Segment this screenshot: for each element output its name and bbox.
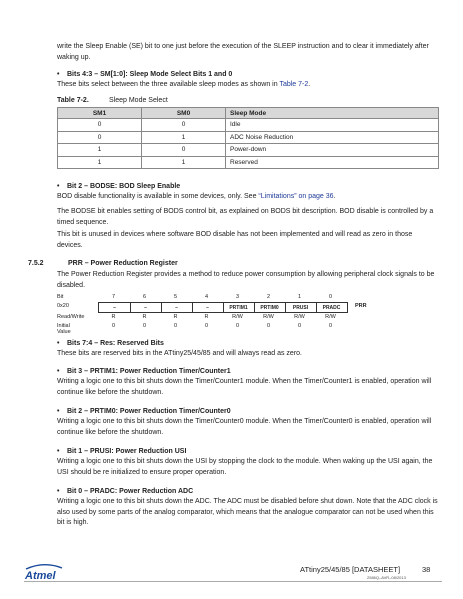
init-value: 0 bbox=[328, 323, 333, 329]
table-cell: 0 bbox=[58, 119, 142, 132]
rw-value: R/W bbox=[294, 314, 305, 320]
intro-paragraph: write the Sleep Enable (SE) bit to one just before the execution of the SLEEP instruction and to clear it immediately after waking up. bbox=[57, 43, 429, 61]
bits43-heading-text: Bits 4:3 – SM[1:0]: Sleep Mode Select Bits 1 and 0 bbox=[67, 71, 233, 78]
table-cell: Power-down bbox=[226, 144, 439, 157]
table-cell: Reserved bbox=[226, 156, 439, 169]
bit-label: Bit bbox=[57, 294, 64, 300]
init-value: 0 bbox=[297, 323, 302, 329]
bits43-heading bbox=[57, 70, 232, 80]
limitations-link[interactable]: “Limitations” on page 36 bbox=[258, 193, 334, 200]
rw-label: Read/Write bbox=[57, 314, 85, 320]
bit-number: 7 bbox=[111, 294, 116, 300]
prr-bit-heading: • Bits 7:4 – Res: Reserved Bits bbox=[57, 340, 164, 347]
prr-bit-heading: • Bit 3 – PRTIM1: Power Reduction Timer/Counter1 bbox=[57, 368, 231, 375]
table-7-2-link[interactable]: Table 7-2 bbox=[279, 81, 309, 88]
bullet-icon: • bbox=[57, 448, 60, 455]
prr-bit-heading: • Bit 1 – PRUSI: Power Reduction USI bbox=[57, 448, 187, 455]
prr-bit-paragraph: These bits are reserved bits in the ATtiny25/45/85 and will always read as zero. bbox=[57, 350, 302, 357]
footer-doc-title: ATtiny25/45/85 [DATASHEET] bbox=[300, 565, 401, 574]
sleep-mode-table bbox=[57, 107, 439, 169]
rw-value: R bbox=[111, 314, 116, 320]
prr-bit-paragraph: Writing a logic one to this bit shuts down the Timer/Counter1 module. When the Timer/Counter1 is enabled, operation will continue like before the shutdown. bbox=[57, 378, 432, 396]
bit-name: PRTIM0 bbox=[260, 304, 279, 311]
table-caption bbox=[57, 97, 168, 104]
table-cell: 0 bbox=[142, 119, 226, 132]
table-cell: 0 bbox=[58, 131, 142, 144]
bits43-paragraph: These bits select between the three available sleep modes as shown in Table 7-2. bbox=[57, 81, 311, 88]
table-row bbox=[58, 144, 439, 157]
table-header-row bbox=[58, 108, 439, 119]
register-name: PRR bbox=[355, 303, 367, 309]
bit-number: 4 bbox=[204, 294, 209, 300]
rw-value: R/W bbox=[232, 314, 243, 320]
register-box bbox=[98, 302, 348, 313]
bit-number: 1 bbox=[297, 294, 302, 300]
atmel-logo bbox=[24, 563, 64, 581]
bit-name: PRUSI bbox=[292, 304, 309, 311]
bit-name: – bbox=[175, 304, 178, 311]
bit2-heading-text: Bit 2 – BODSE: BOD Sleep Enable bbox=[67, 183, 181, 190]
table-cell: Idle bbox=[226, 119, 439, 132]
table-cell: 1 bbox=[58, 144, 142, 157]
table-row bbox=[58, 119, 439, 132]
header-sleep-mode: Sleep Mode bbox=[226, 108, 439, 119]
footer-page-number: 38 bbox=[422, 565, 431, 574]
svg-text:Atmel: Atmel bbox=[25, 570, 56, 581]
table-cell: 1 bbox=[142, 156, 226, 169]
header-sm0: SM0 bbox=[142, 108, 226, 119]
table-cell: 1 bbox=[142, 131, 226, 144]
table-cell: ADC Noise Reduction bbox=[226, 131, 439, 144]
init-value: 0 bbox=[235, 323, 240, 329]
address-label: 0x20 bbox=[57, 303, 69, 309]
bit-name: – bbox=[144, 304, 147, 311]
section-number: 7.5.2 bbox=[28, 260, 44, 267]
bit-number: 3 bbox=[235, 294, 240, 300]
bit2-paragraph: BOD disable functionality is available in some devices, only. See “Limitations” on page 36. bbox=[57, 193, 336, 200]
bit-number: 5 bbox=[173, 294, 178, 300]
table-caption-number: Table 7-2. bbox=[57, 97, 89, 104]
table-row bbox=[58, 156, 439, 169]
section-title: PRR – Power Reduction Register bbox=[68, 260, 178, 267]
bit2-paragraph-2: The BODSE bit enables setting of BODS control bit, as explained on BODS bit description. BOD disable is controlled by a timed sequence. bbox=[57, 208, 434, 226]
rw-value: R bbox=[142, 314, 147, 320]
footer-divider bbox=[24, 581, 442, 582]
prr-bit-heading: • Bit 2 – PRTIM0: Power Reduction Timer/Counter0 bbox=[57, 408, 231, 415]
footer-doc-ref: 2586Q–AVR–08/2013 bbox=[367, 575, 406, 580]
prr-bit-paragraph: Writing a logic one to this bit shuts down the ADC. The ADC must be disabled before shut down. Note that the ADC clock is also used by some parts of the analog comparator, which means that the analogue comparator can not be used when this bit is high. bbox=[57, 498, 438, 526]
rw-value: R/W bbox=[325, 314, 336, 320]
bit-name: – bbox=[113, 304, 116, 311]
init-value: 0 bbox=[266, 323, 271, 329]
bit-number: 0 bbox=[328, 294, 333, 300]
init-label: Initial Value bbox=[57, 323, 71, 335]
table-caption-title: Sleep Mode Select bbox=[109, 97, 168, 104]
init-value: 0 bbox=[142, 323, 147, 329]
prr-bit-heading: • Bit 0 – PRADC: Power Reduction ADC bbox=[57, 488, 194, 495]
init-value: 0 bbox=[204, 323, 209, 329]
bullet-icon: • bbox=[57, 488, 60, 495]
bit-name: PRADC bbox=[322, 304, 341, 311]
table-cell: 0 bbox=[142, 144, 226, 157]
bit2-heading bbox=[57, 182, 180, 192]
section-paragraph: The Power Reduction Register provides a method to reduce power consumption by allowing peripheral clock signals to be disabled. bbox=[57, 271, 435, 289]
header-sm1: SM1 bbox=[58, 108, 142, 119]
init-value: 0 bbox=[111, 323, 116, 329]
table-cell: 1 bbox=[58, 156, 142, 169]
rw-value: R bbox=[173, 314, 178, 320]
rw-value: R bbox=[204, 314, 209, 320]
bit-name: PRTIM1 bbox=[229, 304, 248, 311]
prr-bit-paragraph: Writing a logic one to this bit shuts down the Timer/Counter0 module. When the Timer/Counter0 is enabled, operation will continue like before the shutdown. bbox=[57, 418, 432, 436]
table-row bbox=[58, 131, 439, 144]
bullet-icon: • bbox=[57, 368, 60, 375]
bullet-icon: • bbox=[57, 71, 60, 78]
bit-number: 2 bbox=[266, 294, 271, 300]
rw-value: R/W bbox=[263, 314, 274, 320]
bit-name: – bbox=[206, 304, 209, 311]
bit-number: 6 bbox=[142, 294, 147, 300]
bullet-icon: • bbox=[57, 340, 60, 347]
prr-bit-paragraph: Writing a logic one to this bit shuts down the USI by stopping the clock to the module. When waking up the USI again, the USI should be re initialized to ensure proper operation. bbox=[57, 458, 433, 476]
init-value: 0 bbox=[173, 323, 178, 329]
bullet-icon: • bbox=[57, 408, 60, 415]
bullet-icon: • bbox=[57, 183, 60, 190]
bit2-paragraph-3: This bit is unused in devices where software BOD disable has not been implemented and will read as zero in those devices. bbox=[57, 231, 413, 249]
